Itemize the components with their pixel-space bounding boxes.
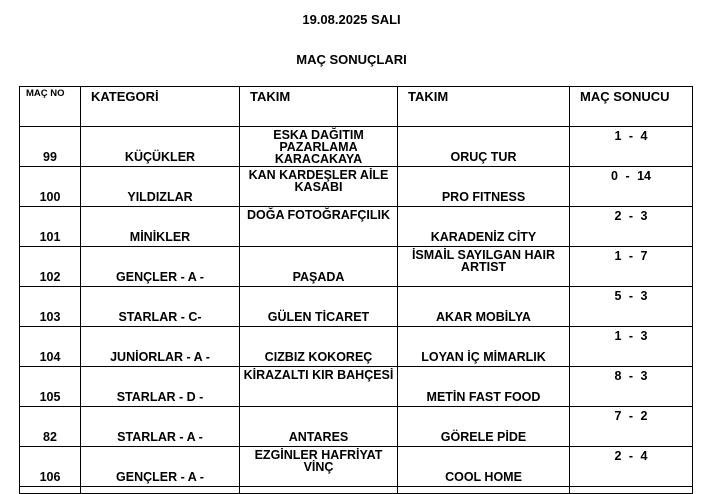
team2-cell: İSMAİL SAYILGAN HAIR ARTIST	[398, 247, 570, 287]
table-row	[20, 327, 693, 367]
team2-cell: METİN FAST FOOD	[398, 367, 570, 407]
match-no-cell: 105	[20, 367, 81, 407]
match-no-cell: 101	[20, 207, 81, 247]
col-header-team2: TAKIM	[398, 87, 570, 127]
team2-cell: ORUÇ TUR	[398, 127, 570, 167]
score-cell: 1 - 3	[570, 327, 693, 367]
category-cell: STARLAR - D -	[81, 367, 240, 407]
empty-cell	[240, 487, 398, 494]
match-no-cell: 102	[20, 247, 81, 287]
match-no-cell: 104	[20, 327, 81, 367]
table-row-partial	[20, 487, 693, 494]
col-header-team1: TAKIM	[240, 87, 398, 127]
empty-cell	[81, 487, 240, 494]
score-cell: 8 - 3	[570, 367, 693, 407]
category-cell: STARLAR - C-	[81, 287, 240, 327]
match-no-cell: 106	[20, 447, 81, 487]
table-row	[20, 207, 693, 247]
category-cell: STARLAR - A -	[81, 407, 240, 447]
score-cell: 2 - 4	[570, 447, 693, 487]
table-row	[20, 247, 693, 287]
table-row	[20, 447, 693, 487]
date-title: 19.08.2025 SALI	[302, 12, 401, 27]
score-cell: 5 - 3	[570, 287, 693, 327]
category-cell: KÜÇÜKLER	[81, 127, 240, 167]
team1-cell: ESKA DAĞITIM PAZARLAMA KARACAKAYA	[240, 127, 398, 167]
results-table	[19, 86, 693, 494]
match-no-cell: 82	[20, 407, 81, 447]
header-row	[20, 87, 693, 127]
table-row	[20, 367, 693, 407]
team1-cell: ANTARES	[240, 407, 398, 447]
category-cell: GENÇLER - A -	[81, 447, 240, 487]
score-cell: 1 - 7	[570, 247, 693, 287]
team1-cell: PAŞADA	[240, 247, 398, 287]
score-cell: 1 - 4	[570, 127, 693, 167]
table-row	[20, 167, 693, 207]
page-title: MAÇ SONUÇLARI	[296, 52, 407, 67]
col-header-category: KATEGORİ	[81, 87, 240, 127]
team1-cell: CIZBIZ KOKOREÇ	[240, 327, 398, 367]
col-header-score: MAÇ SONUCU	[570, 87, 693, 127]
table-row	[20, 407, 693, 447]
table-row	[20, 287, 693, 327]
team2-cell: PRO FITNESS	[398, 167, 570, 207]
category-cell: JUNİORLAR - A -	[81, 327, 240, 367]
empty-cell	[398, 487, 570, 494]
team1-cell: GÜLEN TİCARET	[240, 287, 398, 327]
col-header-match-no: MAÇ NO	[20, 87, 81, 127]
match-no-cell: 100	[20, 167, 81, 207]
table-row	[20, 127, 693, 167]
team1-cell: EZGİNLER HAFRİYAT VİNÇ	[240, 447, 398, 487]
team2-cell: KARADENİZ CİTY	[398, 207, 570, 247]
match-no-cell: 99	[20, 127, 81, 167]
team2-cell: COOL HOME	[398, 447, 570, 487]
team2-cell: GÖRELE PİDE	[398, 407, 570, 447]
team1-cell: KAN KARDEŞLER AİLE KASABI	[240, 167, 398, 207]
category-cell: MİNİKLER	[81, 207, 240, 247]
category-cell: GENÇLER - A -	[81, 247, 240, 287]
team1-cell: DOĞA FOTOĞRAFÇILIK	[240, 207, 398, 247]
empty-cell	[570, 487, 693, 494]
match-no-cell: 103	[20, 287, 81, 327]
team2-cell: LOYAN İÇ MİMARLIK	[398, 327, 570, 367]
score-cell: 0 - 14	[570, 167, 693, 207]
score-cell: 2 - 3	[570, 207, 693, 247]
team1-cell: KİRAZALTI KIR BAHÇESİ	[240, 367, 398, 407]
team2-cell: AKAR MOBİLYA	[398, 287, 570, 327]
category-cell: YILDIZLAR	[81, 167, 240, 207]
score-cell: 7 - 2	[570, 407, 693, 447]
empty-cell	[20, 487, 81, 494]
